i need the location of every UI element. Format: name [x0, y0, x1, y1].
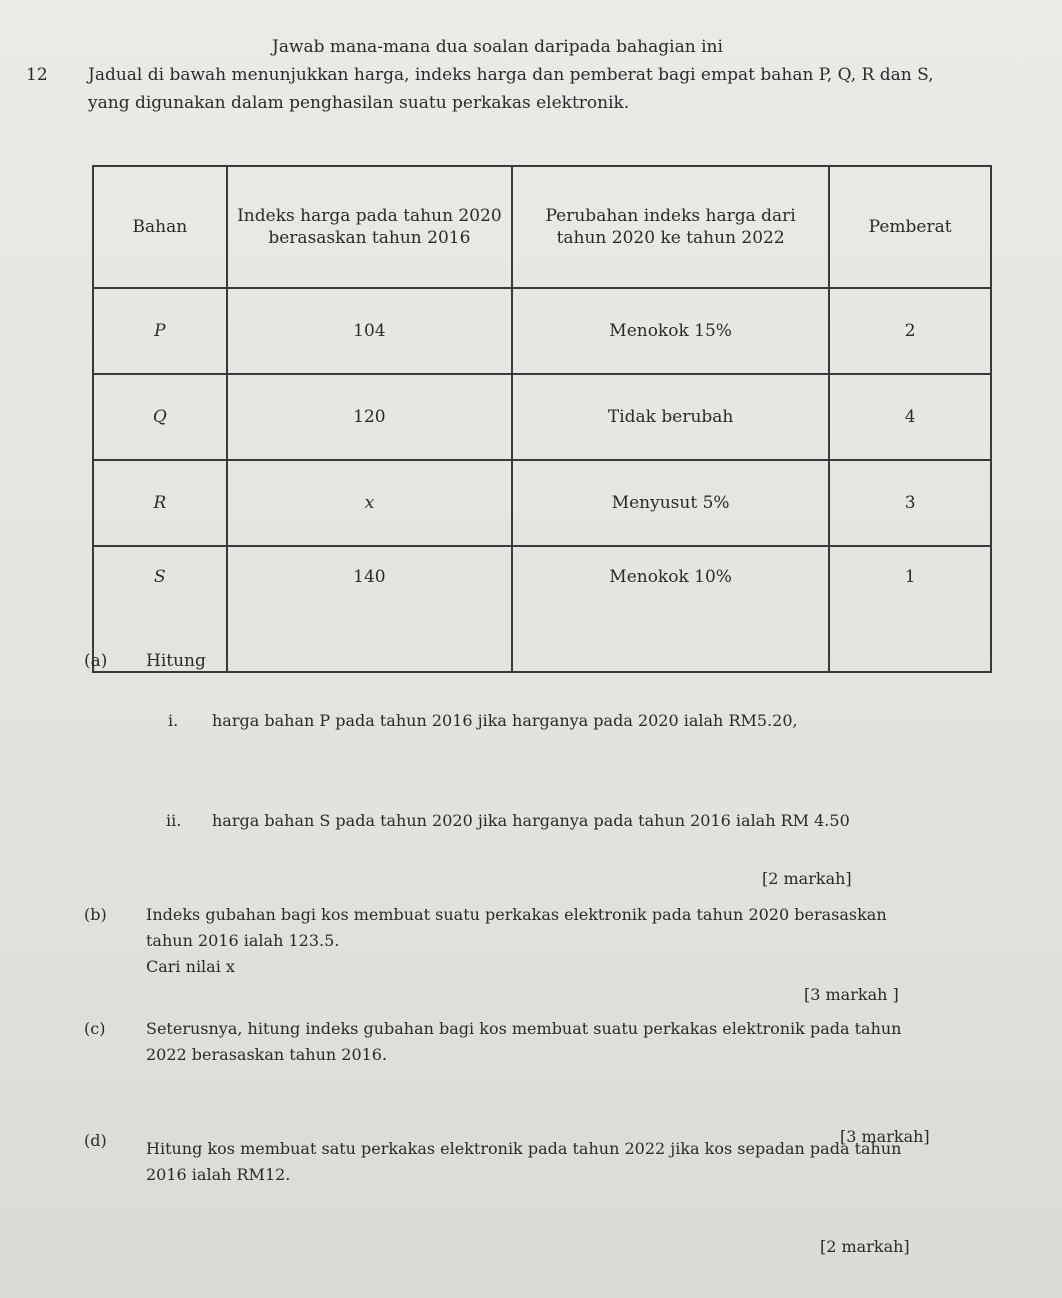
- table-row: [93, 288, 991, 374]
- cell-perubahan: Menokok 15%: [512, 288, 829, 374]
- part-a-i-text: harga bahan P pada tahun 2016 jika harganya pada 2020 ialah RM5.20,: [212, 711, 798, 730]
- cell-perubahan: Tidak berubah: [512, 374, 829, 460]
- part-c-line2: 2022 berasaskan tahun 2016.: [146, 1045, 388, 1064]
- header-indeks: [227, 166, 512, 288]
- cell-pemberat: 3: [829, 460, 991, 546]
- cell-pemberat: 4: [829, 374, 991, 460]
- table-row: [93, 374, 991, 460]
- table-row: [93, 460, 991, 546]
- part-c-marks: [3 markah]: [840, 1127, 930, 1146]
- cell-pemberat: 1: [829, 546, 991, 672]
- header-perubahan-line2: tahun 2020 ke tahun 2022: [556, 228, 785, 248]
- part-a-ii-text: harga bahan S pada tahun 2020 jika harganya pada tahun 2016 ialah RM 4.50: [212, 811, 850, 830]
- cell-perubahan: Menyusut 5%: [512, 460, 829, 546]
- cell-indeks: 120: [227, 374, 512, 460]
- header-perubahan-line1: Perubahan indeks harga dari: [545, 206, 796, 226]
- question-intro-line1: Jadual di bawah menunjukkan harga, indeks harga dan pemberat bagi empat bahan P, Q, R dan S,: [88, 65, 934, 85]
- part-a-label: (a): [84, 651, 108, 671]
- header-pemberat: Pemberat: [829, 166, 991, 288]
- part-d-line1: Hitung kos membuat satu perkakas elektronik pada tahun 2022 jika kos sepadan pada tahun: [146, 1139, 902, 1158]
- cell-indeks: x: [227, 460, 512, 546]
- part-b-line3: Cari nilai x: [146, 957, 235, 976]
- part-a-i-label: i.: [168, 711, 179, 730]
- part-a-marks: [2 markah]: [762, 869, 852, 888]
- question-intro-line2: yang digunakan dalam penghasilan suatu perkakas elektronik.: [88, 93, 630, 113]
- cell-bahan: Q: [93, 374, 227, 460]
- table-row: [93, 546, 991, 672]
- data-table: [92, 165, 992, 673]
- header-indeks-line1: Indeks harga pada tahun 2020: [237, 206, 502, 226]
- part-b-label: (b): [84, 905, 107, 924]
- cell-bahan: P: [93, 288, 227, 374]
- part-b-line2: tahun 2016 ialah 123.5.: [146, 931, 340, 950]
- cell-bahan: S: [93, 546, 227, 672]
- table-header-row: [93, 166, 991, 288]
- cell-indeks: 140: [227, 546, 512, 672]
- cell-pemberat: 2: [829, 288, 991, 374]
- part-a-ii-label: ii.: [166, 811, 182, 830]
- part-d-line2: 2016 ialah RM12.: [146, 1165, 291, 1184]
- part-b-marks: [3 markah ]: [804, 985, 899, 1004]
- part-a-text: Hitung: [146, 651, 206, 671]
- part-d-marks: [2 markah]: [820, 1237, 910, 1256]
- header-perubahan: [512, 166, 829, 288]
- cell-perubahan: Menokok 10%: [512, 546, 829, 672]
- header-bahan: Bahan: [93, 166, 227, 288]
- part-c-label: (c): [84, 1019, 106, 1038]
- cell-bahan: R: [93, 460, 227, 546]
- cell-indeks: 104: [227, 288, 512, 374]
- part-d-label: (d): [84, 1131, 107, 1150]
- part-b-line1: Indeks gubahan bagi kos membuat suatu perkakas elektronik pada tahun 2020 berasaskan: [146, 905, 887, 924]
- question-number: 12: [26, 65, 48, 85]
- header-indeks-line2: berasaskan tahun 2016: [268, 228, 471, 248]
- part-c-line1: Seterusnya, hitung indeks gubahan bagi kos membuat suatu perkakas elektronik pada tahun: [146, 1019, 902, 1038]
- section-instruction: Jawab mana-mana dua soalan daripada bahagian ini: [272, 37, 723, 57]
